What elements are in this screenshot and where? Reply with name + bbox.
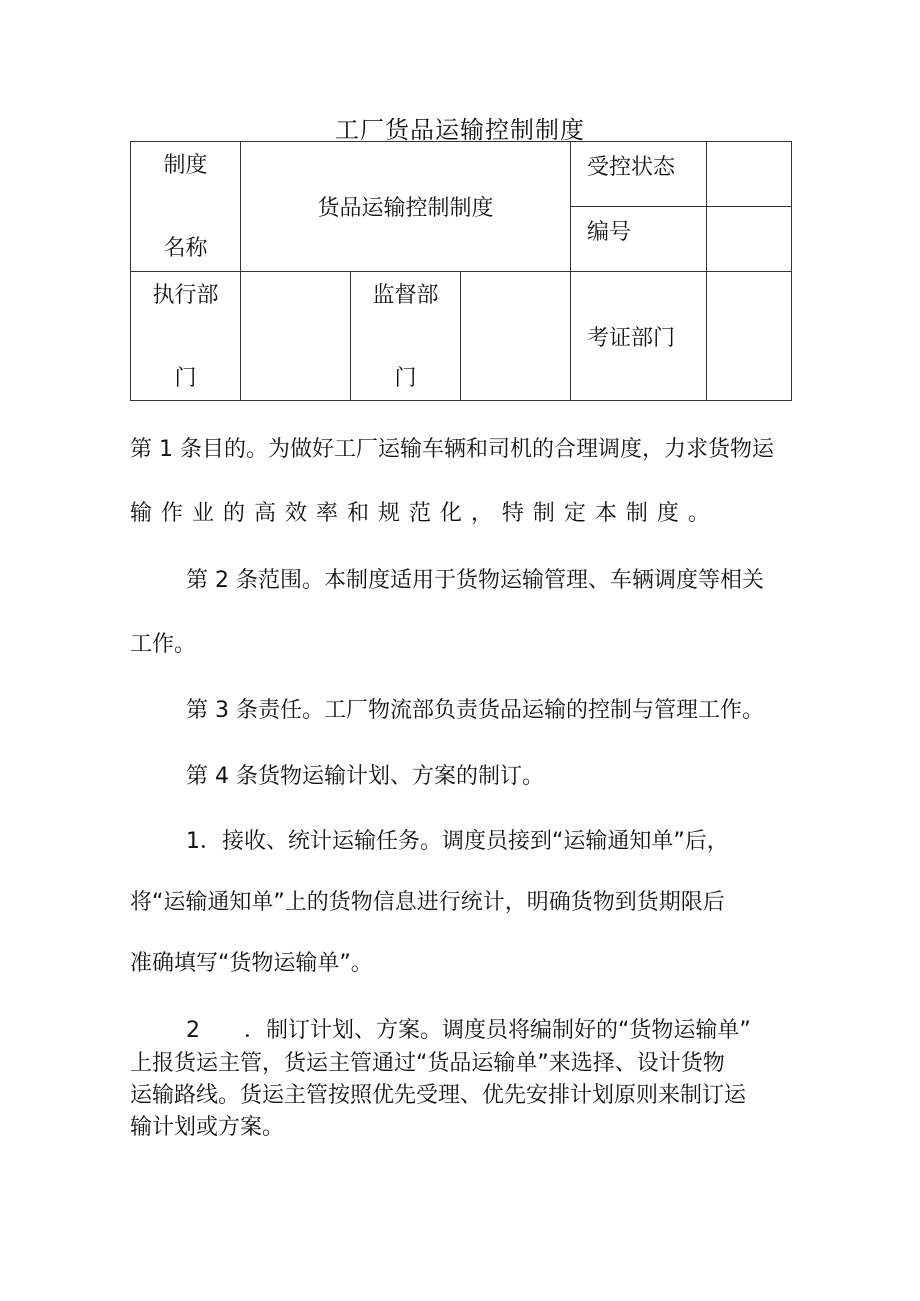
article-2-line-2: 工作。: [130, 632, 197, 657]
system-name-value: 货品运输控制制度: [317, 195, 494, 221]
exec-dept-label-line1: 执行部: [152, 283, 219, 308]
item-1-line-3: 准确填写“货物运输单”。: [130, 951, 373, 976]
system-name-label-cell: [131, 142, 241, 272]
exec-dept-label-line2: 门: [174, 366, 197, 391]
supervise-dept-value-cell[interactable]: [461, 272, 571, 401]
item-2-line-1: 2 ．制订计划、方案。调度员将编制好的“货物运输单”: [186, 1018, 751, 1043]
header-table: [130, 141, 792, 401]
article-1-line-2: 输 作 业 的 高 效 率 和 规 范 化 ， 特 制 定 本 制 度 。: [130, 501, 710, 526]
supervise-dept-label-line1: 监督部: [372, 283, 439, 308]
article-1-line-1: 第 1 条目的。为做好工厂运输车辆和司机的合理调度，力求货物运: [130, 437, 774, 462]
control-status-value-cell[interactable]: [707, 142, 792, 207]
supervise-dept-label-cell: [351, 272, 461, 401]
document-title: 工厂货品运输控制制度: [335, 116, 585, 144]
system-name-label-line2: 名称: [163, 236, 208, 261]
item-2-line-3: 运输路线。货运主管按照优先受理、优先安排计划原则来制订运: [130, 1083, 747, 1108]
article-3: 第 3 条责任。工厂物流部负责货品运输的控制与管理工作。: [186, 698, 764, 723]
verify-dept-value-cell[interactable]: [707, 272, 792, 401]
exec-dept-value-cell[interactable]: [241, 272, 351, 401]
control-status-label: 受控状态: [587, 155, 676, 180]
supervise-dept-label-line2: 门: [394, 366, 417, 391]
control-status-label-cell: [571, 142, 707, 207]
system-name-value-cell: [241, 142, 571, 272]
verify-dept-label-cell: [571, 272, 707, 401]
item-1-line-1: 1．接收、统计运输任务。调度员接到“运输通知单”后，: [186, 829, 729, 854]
article-4: 第 4 条货物运输计划、方案的制订。: [186, 764, 544, 789]
number-value-cell[interactable]: [707, 207, 792, 272]
verify-dept-label: 考证部门: [587, 325, 676, 351]
item-2-line-2: 上报货运主管，货运主管通过“货品运输单”来选择、设计货物: [130, 1051, 725, 1076]
number-label-cell: [571, 207, 707, 272]
number-label: 编号: [587, 220, 632, 245]
article-2-line-1: 第 2 条范围。本制度适用于货物运输管理、车辆调度等相关: [186, 568, 764, 593]
item-1-line-2: 将“运输通知单”上的货物信息进行统计，明确货物到货期限后: [130, 890, 725, 915]
exec-dept-label-cell: [131, 272, 241, 401]
system-name-label-line1: 制度: [163, 153, 208, 178]
item-2-line-4: 输计划或方案。: [130, 1115, 285, 1140]
